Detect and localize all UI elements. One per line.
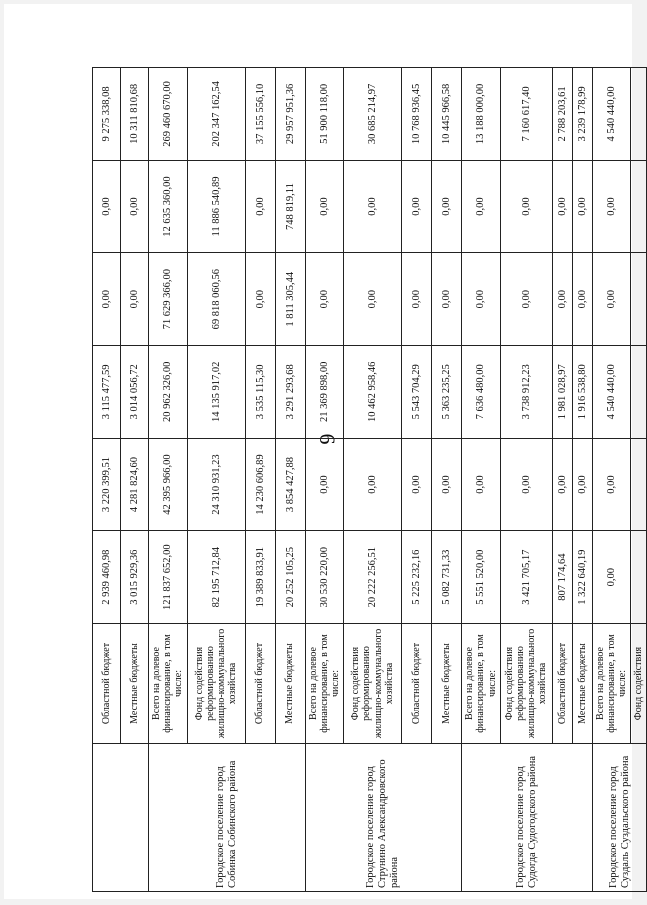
amount-cell: 0,00 bbox=[462, 160, 501, 253]
region-cell bbox=[93, 744, 149, 892]
amount-cell: 0,00 bbox=[592, 253, 631, 346]
amount-cell: 0,00 bbox=[402, 160, 432, 253]
amount-cell: 3 291 293,68 bbox=[275, 346, 305, 439]
amount-cell: 5 225 232,16 bbox=[402, 531, 432, 624]
amount-cell: 3 421 705,17 bbox=[500, 531, 552, 624]
funding-source-cell: Всего на долевое финансирование, в том числе: bbox=[462, 624, 501, 744]
funding-source-cell: Местные бюджеты bbox=[432, 624, 462, 744]
amount-cell: 0,00 bbox=[572, 160, 592, 253]
total-amount-cell: 202 347 162,54 bbox=[187, 68, 245, 161]
amount-cell: 19 389 833,91 bbox=[245, 531, 275, 624]
amount-cell: 0,00 bbox=[432, 160, 462, 253]
region-cell: Городское поселение город Суздаль Суздальского района bbox=[592, 744, 647, 892]
amount-cell: 5 082 731,33 bbox=[432, 531, 462, 624]
amount-cell: 0,00 bbox=[344, 160, 402, 253]
total-amount-cell: 10 445 966,58 bbox=[432, 68, 462, 161]
amount-cell: 0,00 bbox=[462, 438, 501, 531]
amount-cell: 0,00 bbox=[552, 160, 572, 253]
funding-source-cell: Всего на долевое финансирование, в том числе: bbox=[305, 624, 344, 744]
amount-cell: 24 310 931,23 bbox=[187, 438, 245, 531]
total-amount-cell: 7 160 617,40 bbox=[500, 68, 552, 161]
amount-cell: 30 530 220,00 bbox=[305, 531, 344, 624]
amount-cell: 0,00 bbox=[432, 438, 462, 531]
amount-cell: 1 981 028,97 bbox=[552, 346, 572, 439]
funding-source-cell: Областной бюджет bbox=[245, 624, 275, 744]
table-row bbox=[149, 68, 188, 892]
table-row bbox=[93, 68, 121, 892]
amount-cell: 0,00 bbox=[93, 160, 121, 253]
amount-cell: 0,00 bbox=[462, 253, 501, 346]
funding-source-cell: Местные бюджеты bbox=[572, 624, 592, 744]
amount-cell: 0,00 bbox=[245, 160, 275, 253]
amount-cell: 7 636 480,00 bbox=[462, 346, 501, 439]
amount-cell: 748 819,11 bbox=[275, 160, 305, 253]
funding-source-cell: Всего на долевое финансирование, в том числе: bbox=[149, 624, 188, 744]
amount-cell: 0,00 bbox=[402, 438, 432, 531]
amount-cell: 20 252 105,25 bbox=[275, 531, 305, 624]
amount-cell: 0,00 bbox=[500, 253, 552, 346]
total-amount-cell: 29 957 951,36 bbox=[275, 68, 305, 161]
amount-cell: 3 220 399,51 bbox=[93, 438, 121, 531]
amount-cell: 0,00 bbox=[592, 438, 631, 531]
amount-cell: 0,00 bbox=[402, 253, 432, 346]
amount-cell: 121 837 652,00 bbox=[149, 531, 188, 624]
total-amount-cell: 269 460 670,00 bbox=[149, 68, 188, 161]
table-row bbox=[462, 68, 501, 892]
financing-table bbox=[92, 67, 647, 892]
funding-source-cell: Областной бюджет bbox=[93, 624, 121, 744]
amount-cell bbox=[631, 253, 647, 346]
amount-cell: 3 535 115,30 bbox=[245, 346, 275, 439]
page-number: 6 bbox=[315, 433, 340, 445]
amount-cell: 0,00 bbox=[344, 253, 402, 346]
funding-source-cell: Фонд содействия реформированию жилищно-коммунального хозяйства bbox=[500, 624, 552, 744]
amount-cell: 3 115 477,59 bbox=[93, 346, 121, 439]
total-amount-cell: 9 275 338,08 bbox=[93, 68, 121, 161]
amount-cell: 807 174,64 bbox=[552, 531, 572, 624]
amount-cell: 42 395 966,00 bbox=[149, 438, 188, 531]
table-row bbox=[592, 68, 631, 892]
total-amount-cell bbox=[631, 68, 647, 161]
amount-cell: 1 916 538,80 bbox=[572, 346, 592, 439]
amount-cell: 14 135 917,02 bbox=[187, 346, 245, 439]
amount-cell bbox=[631, 438, 647, 531]
total-amount-cell: 10 311 810,68 bbox=[121, 68, 149, 161]
amount-cell bbox=[631, 160, 647, 253]
amount-cell: 1 811 305,44 bbox=[275, 253, 305, 346]
funding-source-cell: Местные бюджеты bbox=[121, 624, 149, 744]
amount-cell: 71 629 366,00 bbox=[149, 253, 188, 346]
table-row bbox=[305, 68, 344, 892]
total-amount-cell: 4 540 440,00 bbox=[592, 68, 631, 161]
amount-cell: 5 543 704,29 bbox=[402, 346, 432, 439]
total-amount-cell: 10 768 936,45 bbox=[402, 68, 432, 161]
total-amount-cell: 51 900 118,00 bbox=[305, 68, 344, 161]
amount-cell: 0,00 bbox=[245, 253, 275, 346]
amount-cell: 0,00 bbox=[93, 253, 121, 346]
total-amount-cell: 37 155 556,10 bbox=[245, 68, 275, 161]
total-amount-cell: 30 685 214,97 bbox=[344, 68, 402, 161]
amount-cell: 1 322 640,19 bbox=[572, 531, 592, 624]
amount-cell: 11 886 540,89 bbox=[187, 160, 245, 253]
amount-cell: 0,00 bbox=[344, 438, 402, 531]
amount-cell: 82 195 712,84 bbox=[187, 531, 245, 624]
amount-cell: 2 939 460,98 bbox=[93, 531, 121, 624]
amount-cell: 14 230 606,89 bbox=[245, 438, 275, 531]
amount-cell: 20 962 326,00 bbox=[149, 346, 188, 439]
amount-cell: 3 014 056,72 bbox=[121, 346, 149, 439]
funding-source-cell: Областной бюджет bbox=[402, 624, 432, 744]
total-amount-cell: 2 788 203,61 bbox=[552, 68, 572, 161]
amount-cell: 0,00 bbox=[121, 253, 149, 346]
amount-cell: 3 854 427,88 bbox=[275, 438, 305, 531]
funding-source-cell: Областной бюджет bbox=[552, 624, 572, 744]
funding-source-cell: Фонд содействия bbox=[631, 624, 647, 744]
amount-cell: 0,00 bbox=[572, 253, 592, 346]
amount-cell: 0,00 bbox=[432, 253, 462, 346]
funding-source-cell: Всего на долевое финансирование, в том числе: bbox=[592, 624, 631, 744]
table-body bbox=[93, 68, 647, 892]
amount-cell bbox=[631, 346, 647, 439]
amount-cell: 0,00 bbox=[592, 531, 631, 624]
amount-cell: 0,00 bbox=[552, 253, 572, 346]
amount-cell: 3 738 912,23 bbox=[500, 346, 552, 439]
amount-cell: 4 540 440,00 bbox=[592, 346, 631, 439]
amount-cell: 69 818 060,56 bbox=[187, 253, 245, 346]
table-container bbox=[92, 68, 645, 892]
amount-cell: 0,00 bbox=[121, 160, 149, 253]
amount-cell: 0,00 bbox=[305, 438, 344, 531]
amount-cell: 0,00 bbox=[500, 160, 552, 253]
amount-cell: 0,00 bbox=[572, 438, 592, 531]
region-cell: Городское поселение город Струнино Александровского района bbox=[305, 744, 462, 892]
amount-cell: 0,00 bbox=[500, 438, 552, 531]
region-cell: Городское поселение город Судогда Судогодского района bbox=[462, 744, 593, 892]
amount-cell bbox=[631, 531, 647, 624]
amount-cell: 10 462 958,46 bbox=[344, 346, 402, 439]
amount-cell: 21 369 898,00 bbox=[305, 346, 344, 439]
total-amount-cell: 13 188 000,00 bbox=[462, 68, 501, 161]
amount-cell: 0,00 bbox=[305, 253, 344, 346]
funding-source-cell: Фонд содействия реформированию жилищно-коммунального хозяйства bbox=[344, 624, 402, 744]
funding-source-cell: Фонд содействия реформированию жилищно-коммунального хозяйства bbox=[187, 624, 245, 744]
amount-cell: 0,00 bbox=[552, 438, 572, 531]
amount-cell: 0,00 bbox=[592, 160, 631, 253]
amount-cell: 3 015 929,36 bbox=[121, 531, 149, 624]
region-cell: Городское поселение город Собинка Собинского района bbox=[149, 744, 306, 892]
amount-cell: 5 363 235,25 bbox=[432, 346, 462, 439]
amount-cell: 4 281 824,60 bbox=[121, 438, 149, 531]
amount-cell: 20 222 256,51 bbox=[344, 531, 402, 624]
amount-cell: 0,00 bbox=[305, 160, 344, 253]
document-page bbox=[4, 4, 645, 899]
total-amount-cell: 3 239 178,99 bbox=[572, 68, 592, 161]
funding-source-cell: Местные бюджеты bbox=[275, 624, 305, 744]
amount-cell: 12 635 360,00 bbox=[149, 160, 188, 253]
amount-cell: 5 551 520,00 bbox=[462, 531, 501, 624]
